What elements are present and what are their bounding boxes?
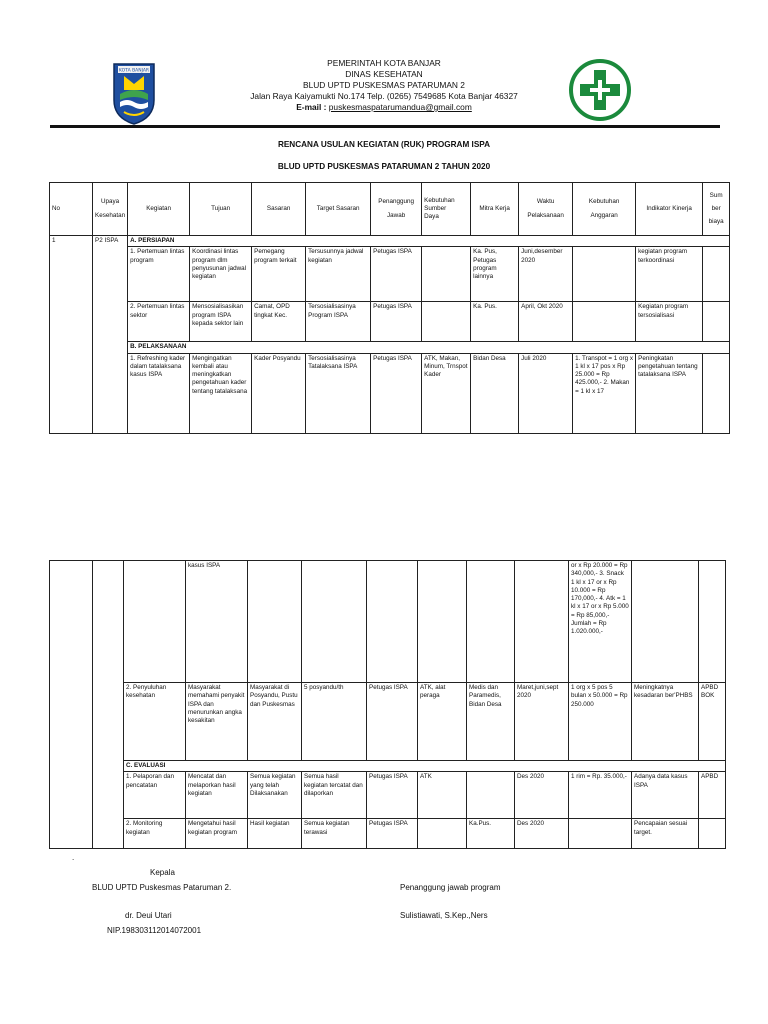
- table-row: [50, 236, 730, 247]
- header-text: Sum: [709, 191, 723, 199]
- table-cell: kasus ISPA: [186, 561, 248, 683]
- table-cell: [515, 561, 569, 683]
- table-cell: Tersosialisasinya Program ISPA: [306, 302, 371, 342]
- table-cell: Petugas ISPA: [371, 353, 422, 433]
- table-cell: [422, 302, 471, 342]
- table-cell: Petugas ISPA: [367, 819, 418, 849]
- table-cell: Koordinasi lintas program dlm penyusunan jadwal kegiatan: [190, 247, 252, 302]
- table-cell: Medis dan Paramedis, Bidan Desa: [467, 683, 515, 761]
- table-cell: Camat, OPD tingkat Kec.: [252, 302, 306, 342]
- header-text: Sumber: [424, 204, 447, 212]
- col-kebutuhan-sd: [422, 183, 471, 236]
- header-text: Jawab: [387, 211, 406, 219]
- col-sumber-biaya: [703, 183, 730, 236]
- table-cell: [467, 561, 515, 683]
- doc-title: RENCANA USULAN KEGIATAN (RUK) PROGRAM ISPA: [277, 140, 491, 149]
- table-cell: Ka. Pus.: [471, 302, 519, 342]
- table-cell: Petugas ISPA: [371, 247, 422, 302]
- table-cell: April, Okt 2020: [519, 302, 573, 342]
- ruk-table-page-1: [49, 182, 730, 434]
- table-cell: [573, 302, 636, 342]
- table-cell: Petugas ISPA: [371, 302, 422, 342]
- ruk-table-page-2: [49, 560, 726, 849]
- table-cell: Petugas ISPA: [367, 683, 418, 761]
- email-link[interactable]: puskesmaspatarumandua@gmail.com: [328, 102, 472, 112]
- table-cell: [703, 302, 730, 342]
- table-row: [50, 302, 730, 342]
- section-evaluasi: C. EVALUASI: [124, 761, 726, 772]
- table-cell: 2. Penyuluhan kesehatan: [124, 683, 186, 761]
- table-cell: 2. Pertemuan lintas sektor: [128, 302, 190, 342]
- table-cell: Semua hasil kegiatan tercatat dan dilaporkan: [302, 772, 367, 819]
- table-cell: Ka. Pus, Petugas program lainnya: [471, 247, 519, 302]
- header-text: Kesehatan: [95, 211, 126, 219]
- table-cell: Bidan Desa: [471, 353, 519, 433]
- table-row: [50, 819, 726, 849]
- table-cell: Tersusunnya jadwal kegiatan: [306, 247, 371, 302]
- table-cell: kegiatan program terkoordinasi: [636, 247, 703, 302]
- table-cell: Des 2020: [515, 772, 569, 819]
- table-cell: ATK, alat peraga: [418, 683, 467, 761]
- doc-subtitle: BLUD UPTD PUSKESMAS PATARUMAN 2 TAHUN 2020: [277, 162, 491, 171]
- col-indikator: Indikator Kinerja: [636, 183, 703, 236]
- table-cell: [302, 561, 367, 683]
- table-cell: [50, 561, 93, 849]
- pj-title: Penanggung jawab program: [400, 883, 501, 892]
- header-text: Daya: [424, 213, 439, 221]
- table-cell: [367, 561, 418, 683]
- table-cell: Mengingatkan kembali atau meningkatkan pengetahuan kader tentang tatalaksana: [190, 353, 252, 433]
- header-text: Pelaksanaan: [527, 211, 564, 219]
- table-row: [50, 342, 730, 353]
- table-cell: [467, 772, 515, 819]
- header-text: Penanggung: [378, 198, 414, 206]
- header-text: Waktu: [536, 198, 555, 206]
- table-cell: 1. Pertemuan lintas program: [128, 247, 190, 302]
- table-cell: Juni,desember 2020: [519, 247, 573, 302]
- table-cell: 5 posyandu/th: [302, 683, 367, 761]
- table-cell: Semua kegiatan yang telah Dilaksanakan: [248, 772, 302, 819]
- header-text: Kebutuhan: [424, 196, 455, 204]
- table-cell: Petugas ISPA: [367, 772, 418, 819]
- table-cell: 1. Transpot = 1 org x 1 kl x 17 pos x Rp 25.000 = Rp 425.000,- 2. Makan = 1 kl x 17: [573, 353, 636, 433]
- table-cell: [699, 819, 726, 849]
- header-rule: [50, 125, 720, 128]
- table-cell: Pencapaian sesuai target.: [632, 819, 699, 849]
- table-cell: 1 rim = Rp. 35.000,-: [569, 772, 632, 819]
- table-cell: [418, 561, 467, 683]
- table-cell: APBD: [699, 772, 726, 819]
- table-cell: Hasil kegiatan: [248, 819, 302, 849]
- table-header-row: [50, 183, 730, 236]
- table-cell: Mencatat dan melaporkan hasil kegiatan: [186, 772, 248, 819]
- table-cell: Masyarakat di Posyandu, Pustu dan Puskesmas: [248, 683, 302, 761]
- col-penanggung-jawab: [371, 183, 422, 236]
- table-cell: APBD BOK: [699, 683, 726, 761]
- table-cell: Tersosialisasinya Tatalaksana ISPA: [306, 353, 371, 433]
- table-cell: [569, 819, 632, 849]
- table-row: [50, 683, 726, 761]
- table-row: [50, 247, 730, 302]
- office-name: DINAS KESEHATAN: [345, 69, 423, 79]
- table-cell: Semua kegiatan terawasi: [302, 819, 367, 849]
- col-tujuan: Tujuan: [190, 183, 252, 236]
- table-cell: Maret,juni,sept 2020: [515, 683, 569, 761]
- table-row: [50, 353, 730, 433]
- table-cell: [703, 247, 730, 302]
- table-cell: Juli 2020: [519, 353, 573, 433]
- table-cell: Mengetahui hasil kegiatan program: [186, 819, 248, 849]
- col-upaya: [93, 183, 128, 236]
- pj-name: Sulistiawati, S.Kep.,Ners: [400, 911, 488, 920]
- table-cell: Pemegang program terkait: [252, 247, 306, 302]
- kepala-nip: NIP.198303112014072001: [107, 926, 202, 935]
- header-text: Kebutuhan: [588, 198, 620, 206]
- table-row: [50, 561, 726, 683]
- col-anggaran: [573, 183, 636, 236]
- table-cell: [93, 561, 124, 849]
- table-cell: [124, 561, 186, 683]
- table-cell: [632, 561, 699, 683]
- kepala-name: dr. Deui Utari: [125, 911, 172, 920]
- header-text: ber: [711, 204, 721, 212]
- row-no: 1: [50, 236, 93, 434]
- table-row: [50, 761, 726, 772]
- col-mitra: Mitra Kerja: [471, 183, 519, 236]
- table-cell: or x Rp 20.000 = Rp 340,000,- 3. Snack 1 kl x 17 or x Rp 10.000 = Rp 170,000,- 4. Atk = 1 kl x 17 or x Rp 5.000 = Rp 85,000,- Jumlah = Rp 1.020.000,-: [569, 561, 632, 683]
- table-cell: ATK: [418, 772, 467, 819]
- table-cell: [699, 561, 726, 683]
- table-cell: Des 2020: [515, 819, 569, 849]
- table-cell: 2. Monitoring kegiatan: [124, 819, 186, 849]
- kepala-unit: BLUD UPTD Puskesmas Pataruman 2.: [92, 883, 232, 892]
- header-text: biaya: [708, 218, 724, 226]
- unit-name: BLUD UPTD PUSKESMAS PATARUMAN 2: [303, 80, 465, 90]
- table-cell: [248, 561, 302, 683]
- letterhead: [0, 58, 768, 113]
- gov-name: PEMERINTAH KOTA BANJAR: [327, 58, 441, 68]
- address: Jalan Raya Kaiyamukti No.174 Telp. (0265) 7549685 Kota Banjar 46327: [250, 91, 518, 101]
- col-kegiatan: Kegiatan: [128, 183, 190, 236]
- table-cell: [703, 353, 730, 433]
- table-cell: Mensosialisasikan program ISPA kepada sektor lain: [190, 302, 252, 342]
- table-cell: [418, 819, 467, 849]
- logo-left-text: KOTA BANJAR: [118, 68, 150, 74]
- table-cell: ATK, Makan, Minum, Trnspot Kader: [422, 353, 471, 433]
- table-cell: Peningkatan pengetahuan tentang tatalaksana ISPA: [636, 353, 703, 433]
- table-cell: Kegiatan program tersosialisasi: [636, 302, 703, 342]
- col-sasaran: Sasaran: [252, 183, 306, 236]
- section-pelaksanaan: B. PELAKSANAAN: [128, 342, 730, 353]
- section-persiapan: A. PERSIAPAN: [128, 236, 730, 247]
- table-cell: 1 org x 5 pos 5 bulan x 50.000 = Rp 250.000: [569, 683, 632, 761]
- table-cell: 1. Refreshing kader dalam tatalaksana kasus ISPA: [128, 353, 190, 433]
- email-label: E-mail :: [296, 102, 329, 112]
- table-row: [50, 772, 726, 819]
- table-cell: Ka.Pus.: [467, 819, 515, 849]
- table-cell: [422, 247, 471, 302]
- table-cell: 1. Pelaporan dan pencatatan: [124, 772, 186, 819]
- col-no: No: [50, 183, 93, 236]
- table-cell: Adanya data kasus ISPA: [632, 772, 699, 819]
- table-cell: Masyarakat memahami penyakit ISPA dan menurunkan angka kesakitan: [186, 683, 248, 761]
- email-line: [0, 102, 768, 113]
- table-cell: [573, 247, 636, 302]
- col-target: Target Sasaran: [306, 183, 371, 236]
- header-text: Anggaran: [590, 211, 618, 219]
- table-cell: Meningkatnya kesadaran ber'PHBS: [632, 683, 699, 761]
- kepala-label: Kepala: [150, 868, 175, 877]
- col-waktu: [519, 183, 573, 236]
- table-cell: Kader Posyandu: [252, 353, 306, 433]
- header-text: Upaya: [100, 198, 120, 206]
- stray-dot: .: [72, 853, 75, 862]
- row-upaya: P2 ISPA: [93, 236, 128, 434]
